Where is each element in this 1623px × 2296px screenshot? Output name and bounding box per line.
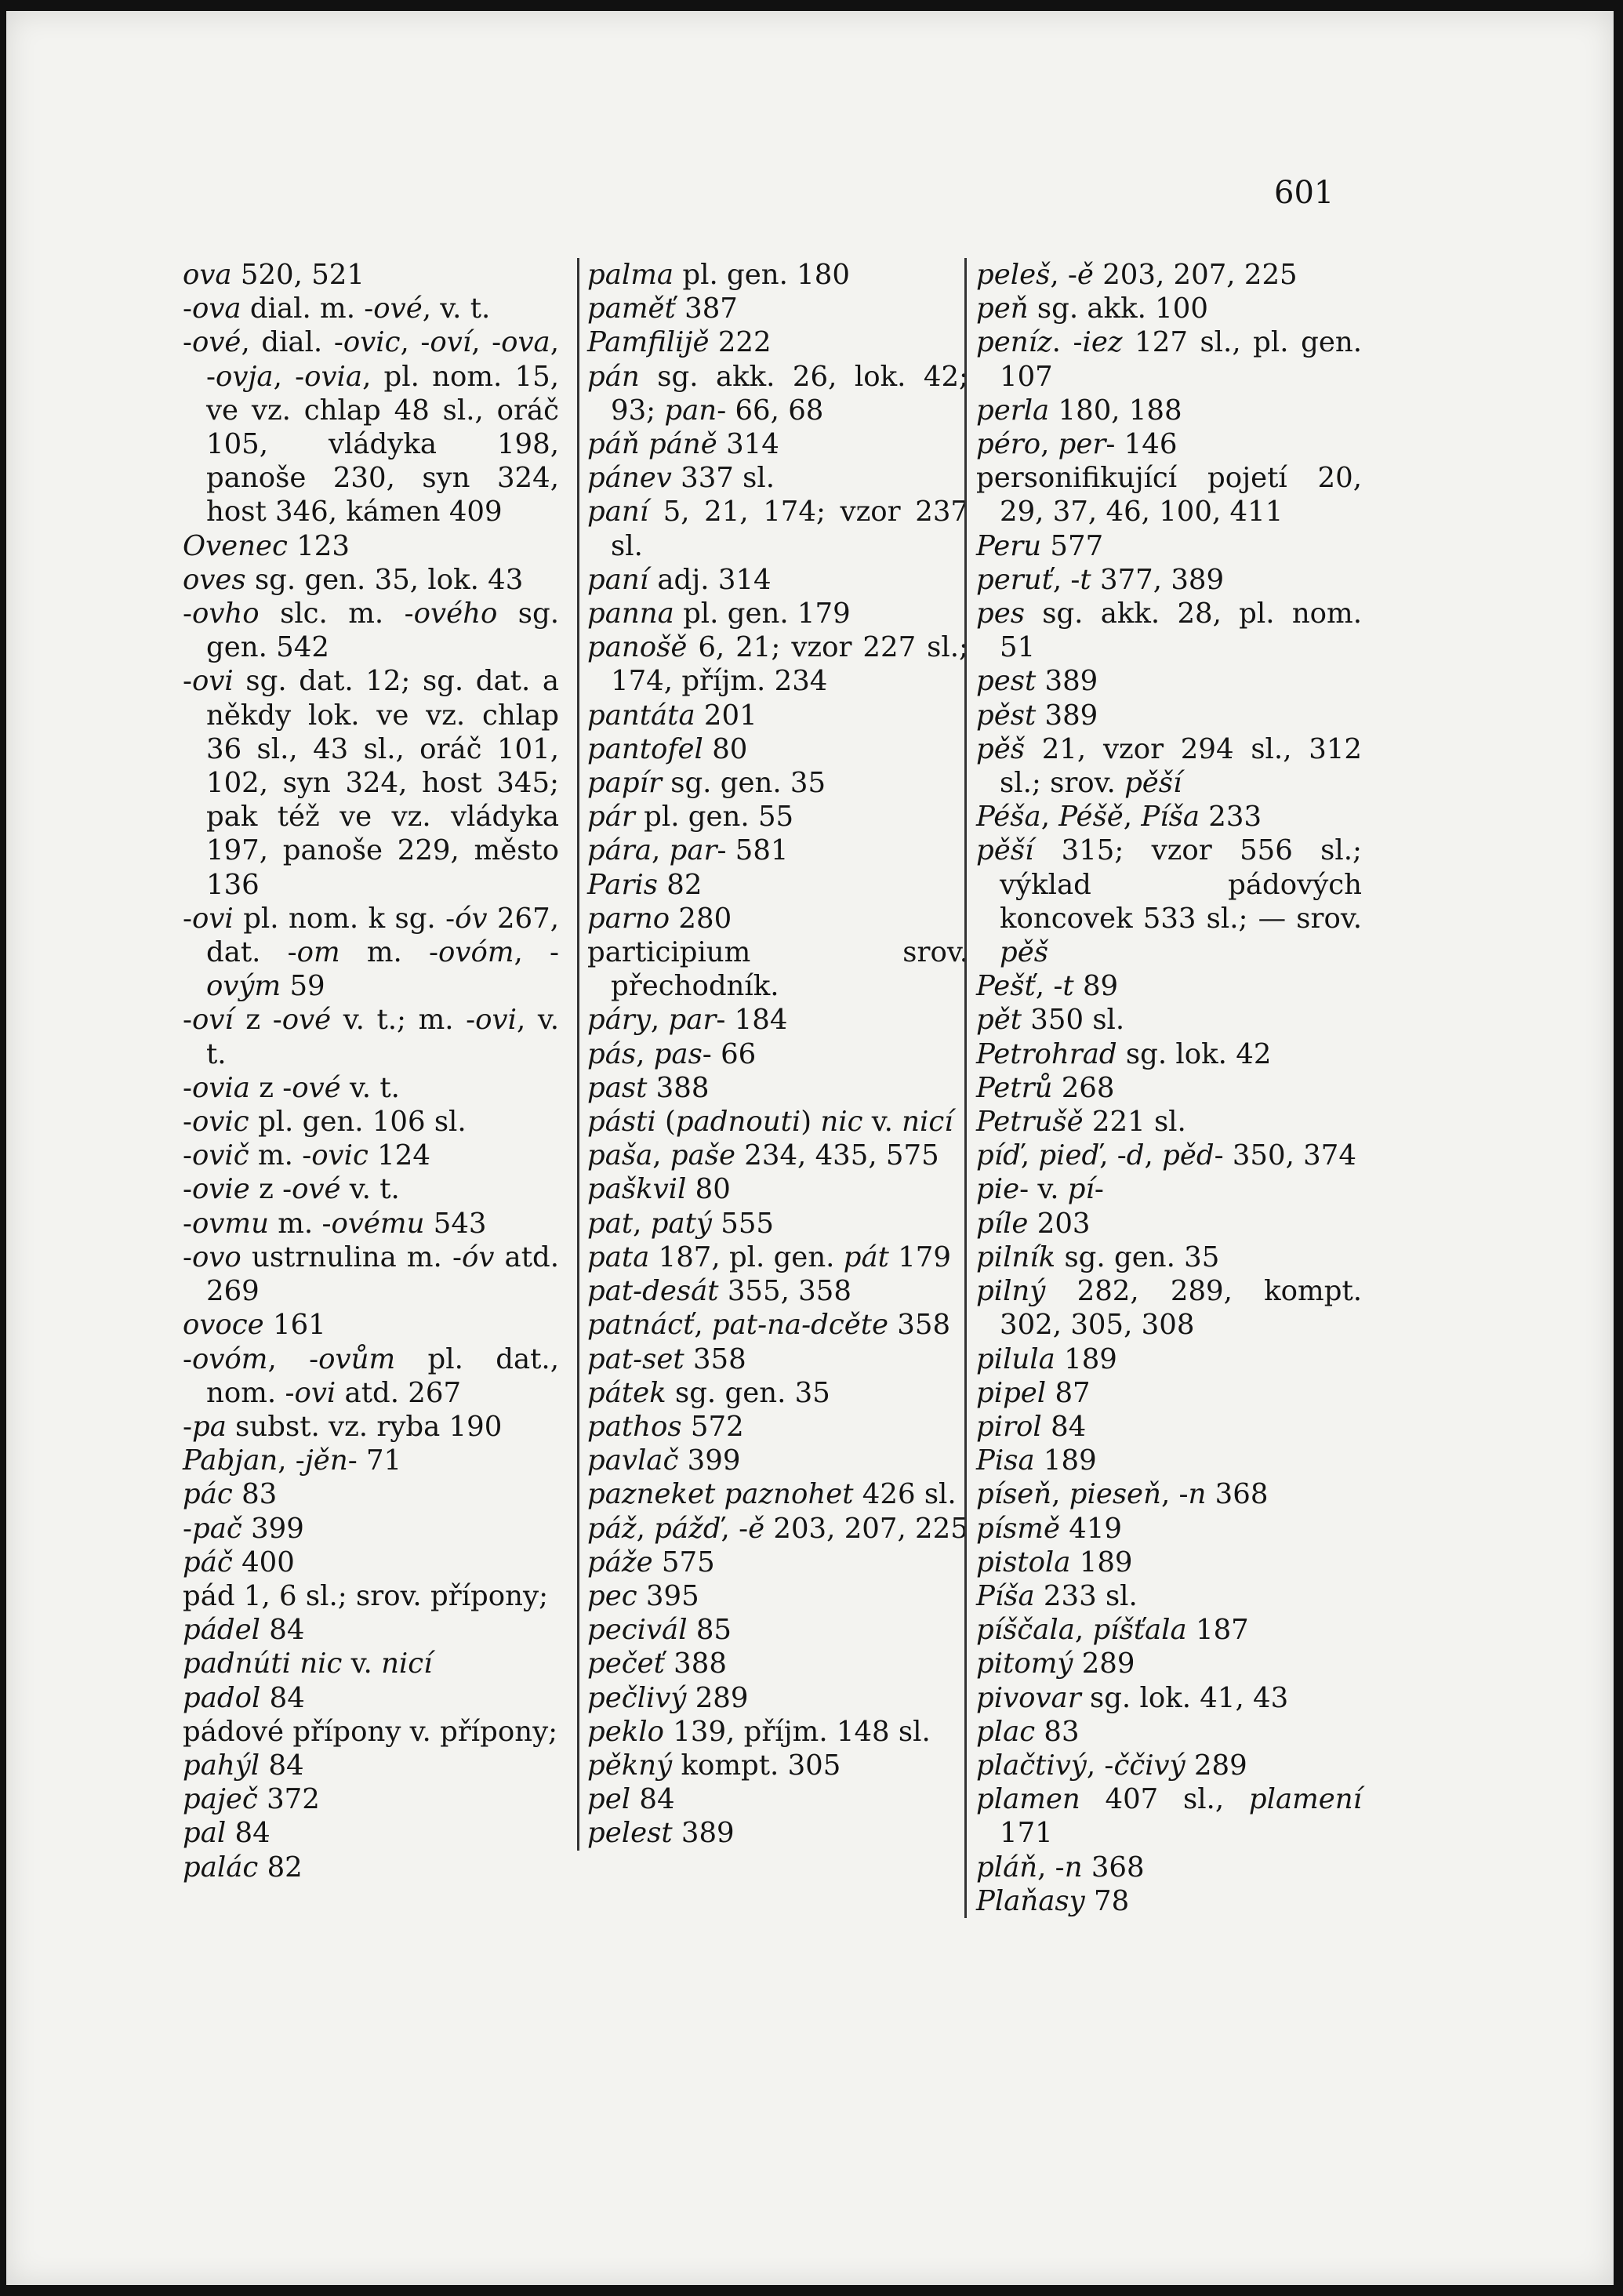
index-entry: pal 84 — [183, 1817, 270, 1850]
index-entry: -ovi pl. nom. k sg. -óv 267, dat. -om m. -ovóm, -ovým 59 — [183, 902, 560, 1003]
index-entry: palác 82 — [183, 1851, 303, 1884]
index-entry: pár pl. gen. 55 — [587, 801, 794, 834]
index-entry: pivovar sg. lok. 41, 43 — [976, 1681, 1289, 1714]
index-entry: páž, pážď, -ě 203, 207, 225 — [587, 1512, 968, 1545]
index-entry: -ovho slc. m. -ového sg. gen. 542 — [183, 598, 559, 664]
index-entry: pět 350 sl. — [976, 1004, 1125, 1037]
index-entry: páry, par- 184 — [587, 1004, 788, 1037]
index-entry: peruť, -t 377, 389 — [976, 563, 1225, 596]
index-entry: Pisa 189 — [976, 1444, 1097, 1477]
index-entry: pantáta 201 — [587, 699, 757, 732]
index-entry: paškvil 80 — [587, 1173, 731, 1206]
index-entry: paša, paše 234, 435, 575 — [587, 1139, 939, 1172]
index-entry: pecivál 85 — [587, 1614, 732, 1647]
index-entry: pás, pas- 66 — [587, 1037, 757, 1070]
index-entry: páň páně 314 — [587, 428, 779, 461]
index-entry: Plaňasy 78 — [976, 1884, 1130, 1917]
index-entry: píseň, pieseň, -n 368 — [976, 1478, 1269, 1511]
index-entry: -ovo ustrnulina m. -óv atd. 269 — [183, 1241, 559, 1308]
index-entry: plačtivý, -ččivý 289 — [976, 1749, 1247, 1782]
index-entry: péro, per- 146 — [976, 428, 1178, 461]
index-entry: Pabjan, -jěn- 71 — [183, 1444, 402, 1477]
index-column-2 — [577, 258, 968, 1851]
index-entry: píle 203 — [976, 1207, 1091, 1240]
index-entry: pavlač 399 — [587, 1444, 741, 1477]
index-entry: pahýl 84 — [183, 1749, 304, 1782]
index-entry: pěš 21, vzor 294 sl., 312 sl.; srov. pěší — [976, 732, 1362, 800]
index-entry: pilula 189 — [976, 1342, 1117, 1375]
index-entry: pláň, -n 368 — [976, 1851, 1145, 1884]
index-entry: pathos 572 — [587, 1410, 744, 1443]
index-entry: -ovi sg. dat. 12; sg. dat. a někdy lok. ve vz. chlap 36 sl., 43 sl., oráč 101, 102, syn 324, host 345; pak též ve vz. vládyka 197, panoše 229, město 136 — [183, 665, 559, 901]
index-entry: -ovia z -ové v. t. — [183, 1071, 400, 1104]
index-entry: pazneket paznohet 426 sl. — [587, 1478, 957, 1511]
index-entry: palma pl. gen. 180 — [587, 259, 850, 291]
index-entry: Pešť, -t 89 — [976, 970, 1119, 1003]
index-entry: pádové přípony v. přípony; — [183, 1715, 558, 1748]
index-entry: peníz. -iez 127 sl., pl. gen. 107 — [976, 326, 1362, 393]
index-entry: -pa subst. vz. ryba 190 — [183, 1410, 503, 1443]
index-entry: past 388 — [587, 1071, 710, 1104]
index-entry: participium srov. přechodník. — [587, 936, 968, 1003]
index-entry: Petrů 268 — [976, 1071, 1115, 1104]
index-entry: pest 389 — [976, 665, 1098, 698]
index-entry: pác 83 — [183, 1478, 278, 1511]
index-entry: plac 83 — [976, 1715, 1080, 1748]
index-entry: -ovóm, -ovům pl. dat., nom. -ovi atd. 267 — [183, 1342, 559, 1409]
index-entry: -ovmu m. -ovému 543 — [183, 1207, 487, 1240]
index-entry: pata 187, pl. gen. pát 179 — [587, 1241, 951, 1273]
index-entry: pat-set 358 — [587, 1342, 746, 1375]
index-entry: Peru 577 — [976, 529, 1104, 562]
page-number: 601 — [1274, 175, 1334, 211]
index-entry: pečlivý 289 — [587, 1681, 749, 1714]
index-entry: paječ 372 — [183, 1783, 320, 1816]
index-entry: -ova dial. m. -ové, v. t. — [183, 292, 491, 325]
index-entry: pat-desát 355, 358 — [587, 1275, 851, 1308]
index-entry: píď, pieď, -d, pěd- 350, 374 — [976, 1139, 1356, 1172]
index-entry: páč 400 — [183, 1546, 295, 1578]
index-entry: pára, par- 581 — [587, 834, 789, 867]
index-entry: pád 1, 6 sl.; srov. přípony; — [183, 1579, 549, 1612]
index-entry: Paris 82 — [587, 868, 703, 901]
index-entry: oves sg. gen. 35, lok. 43 — [183, 563, 524, 596]
index-entry: -pač 399 — [183, 1512, 304, 1545]
index-entry: paní 5, 21, 174; vzor 237 sl. — [587, 496, 968, 562]
index-entry: -ové, dial. -ovic, -oví, -ova, -ovja, -ovia, pl. nom. 15, ve vz. chlap 48 sl., oráč 105, vládyka 198, panoše 230, syn 324, host 346, kámen 409 — [183, 326, 559, 529]
index-entry: pěší 315; vzor 556 sl.; výklad pádových koncovek 533 sl.; — srov. pěš — [976, 834, 1362, 969]
index-entry: páže 575 — [587, 1546, 715, 1578]
index-entry: peň sg. akk. 100 — [976, 292, 1208, 325]
index-entry: pěst 389 — [976, 699, 1098, 732]
document-page — [6, 11, 1614, 2285]
index-column-1 — [183, 258, 559, 1884]
index-entry: padol 84 — [183, 1681, 305, 1714]
index-entry: paměť 387 — [587, 292, 738, 325]
index-entry: pilník sg. gen. 35 — [976, 1241, 1220, 1273]
index-entry: pie- v. pí- — [976, 1173, 1104, 1206]
index-entry: pat, patý 555 — [587, 1207, 774, 1240]
index-entry: pečeť 388 — [587, 1648, 727, 1680]
index-entry: patnácť, pat-na-dcěte 358 — [587, 1309, 951, 1342]
index-entry: pilný 282, 289, kompt. 302, 305, 308 — [976, 1275, 1362, 1342]
index-entry: ova 520, 521 — [183, 259, 365, 291]
index-entry: -ovic pl. gen. 106 sl. — [183, 1106, 467, 1139]
index-entry: Ovenec 123 — [183, 529, 350, 562]
index-entry: píščala, píšťala 187 — [976, 1614, 1249, 1647]
index-entry: pirol 84 — [976, 1410, 1087, 1443]
index-entry: plamen 407 sl., plamení 171 — [976, 1783, 1362, 1850]
index-entry: -ovie z -ové v. t. — [183, 1173, 400, 1206]
index-entry: panna pl. gen. 179 — [587, 598, 851, 630]
index-entry: -oví z -ové v. t.; m. -ovi, v. t. — [183, 1004, 559, 1070]
index-entry: pes sg. akk. 28, pl. nom. 51 — [976, 598, 1362, 664]
index-entry: Péša, Péšě, Píša 233 — [976, 801, 1262, 834]
index-entry: pel 84 — [587, 1783, 675, 1816]
index-entry: pátek sg. gen. 35 — [587, 1376, 830, 1409]
index-entry: ovoce 161 — [183, 1309, 326, 1342]
index-entry: paní adj. 314 — [587, 563, 772, 596]
index-entry: -ovič m. -ovic 124 — [183, 1139, 430, 1172]
index-entry: peklo 139, příjm. 148 sl. — [587, 1715, 931, 1748]
index-entry: pec 395 — [587, 1579, 699, 1612]
index-entry: papír sg. gen. 35 — [587, 767, 826, 800]
index-column-3 — [964, 258, 1362, 1918]
index-entry: Pamfilijě 222 — [587, 326, 772, 359]
index-entry: padnúti nic v. nicí — [183, 1648, 433, 1680]
index-entry: panošě 6, 21; vzor 227 sl.; 174, příjm. 234 — [587, 631, 968, 698]
index-entry: pásti (padnouti) nic v. nicí — [587, 1106, 953, 1139]
index-entry: parno 280 — [587, 902, 732, 935]
index-entry: Píša 233 sl. — [976, 1579, 1138, 1612]
index-entry: peleš, -ě 203, 207, 225 — [976, 259, 1298, 291]
index-entry: pelest 389 — [587, 1817, 735, 1850]
index-entry: pánev 337 sl. — [587, 462, 775, 495]
index-entry: personifikující pojetí 20, 29, 37, 46, 100, 411 — [976, 462, 1362, 529]
index-entry: pipel 87 — [976, 1376, 1091, 1409]
index-entry: Petrohrad sg. lok. 42 — [976, 1037, 1272, 1070]
index-entry: pěkný kompt. 305 — [587, 1749, 841, 1782]
index-entry: pantofel 80 — [587, 732, 748, 765]
index-entry: pádel 84 — [183, 1614, 305, 1647]
index-entry: perla 180, 188 — [976, 394, 1182, 427]
index-entry: pistola 189 — [976, 1546, 1133, 1578]
index-entry: pán sg. akk. 26, lok. 42; 93; pan- 66, 68 — [587, 360, 968, 427]
index-entry: pitomý 289 — [976, 1648, 1135, 1680]
index-entry: Petrušě 221 sl. — [976, 1106, 1186, 1139]
index-entry: písmě 419 — [976, 1512, 1123, 1545]
